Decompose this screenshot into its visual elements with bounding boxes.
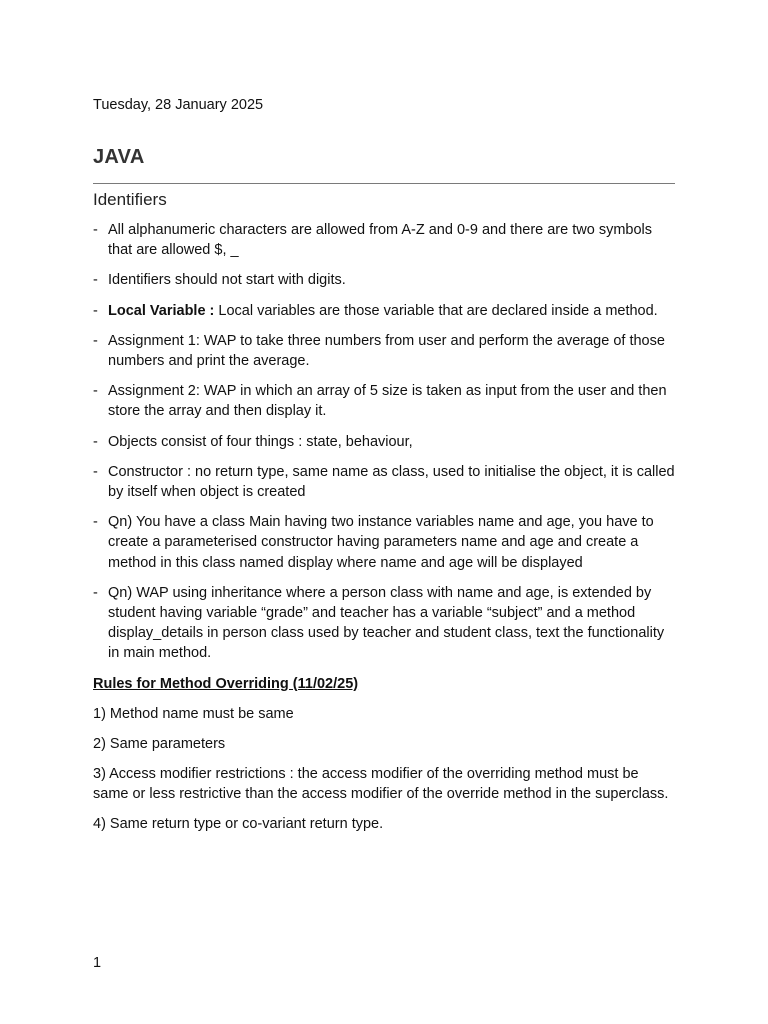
dash-bullet: - <box>93 514 98 531</box>
item-text: Objects consist of four things : state, behaviour, <box>108 433 413 450</box>
overriding-rule: 2) Same parameters <box>93 735 226 752</box>
item-text: Assignment 2: WAP in which an array of 5 size is taken as input from the user and then store the array and then display it. <box>108 383 667 420</box>
dash-bullet: - <box>93 272 98 289</box>
overriding-rule: 1) Method name must be same <box>93 705 294 722</box>
list-item <box>93 381 675 421</box>
note-title: JAVA <box>93 146 145 168</box>
list-item <box>93 220 675 260</box>
dash-bullet: - <box>93 433 98 450</box>
overriding-rule: 3) Access modifier restrictions : the access modifier of the overriding method must be same or less restrictive than the access modifier of the override method in the superclass. <box>93 766 669 803</box>
item-text: Qn) You have a class Main having two instance variables name and age, you have to create a parameterised constructor having parameters name and age and create a method in this class named display where name and age will be displayed <box>108 514 654 571</box>
list-item <box>93 432 675 452</box>
item-label: Local Variable : <box>108 302 215 319</box>
list-item <box>93 270 675 290</box>
dash-bullet: - <box>93 222 98 238</box>
item-text: All alphanumeric characters are allowed from A-Z and 0-9 and there are two symbols that are allowed $, _ <box>108 222 653 259</box>
dash-bullet: - <box>93 584 98 601</box>
item-text: Assignment 1: WAP to take three numbers from user and perform the average of those numbers and print the average. <box>108 332 665 370</box>
overriding-rule: 4) Same return type or co-variant return type. <box>93 816 384 833</box>
dash-bullet: - <box>93 332 98 349</box>
list-item <box>93 331 675 371</box>
dash-bullet: - <box>93 383 98 400</box>
list-item <box>93 301 675 321</box>
dash-bullet: - <box>93 302 98 319</box>
list-item <box>93 583 675 664</box>
bullet-list <box>93 220 675 664</box>
list-item <box>93 512 675 573</box>
page-number: 1 <box>93 955 102 971</box>
item-text: Identifiers should not start with digits. <box>108 272 346 289</box>
list-item <box>93 462 675 502</box>
note-page <box>93 96 675 835</box>
item-text: Local variables are those variable that are declared inside a method. <box>214 302 658 319</box>
note-date: Tuesday, 28 January 2025 <box>93 97 264 113</box>
title-divider <box>93 183 675 184</box>
item-text: Qn) WAP using inheritance where a person class with name and age, is extended by student having variable “grade” and teacher has a variable “subject” and a method display_details in person class used by teacher and student class, text the functionality in main method. <box>108 584 665 662</box>
overriding-heading: Rules for Method Overriding (11/02/25) <box>93 675 359 692</box>
section-heading: Identifiers <box>93 190 167 209</box>
item-text: Constructor : no return type, same name as class, used to initialise the object, it is called by itself when object is created <box>108 463 675 501</box>
dash-bullet: - <box>93 463 98 480</box>
